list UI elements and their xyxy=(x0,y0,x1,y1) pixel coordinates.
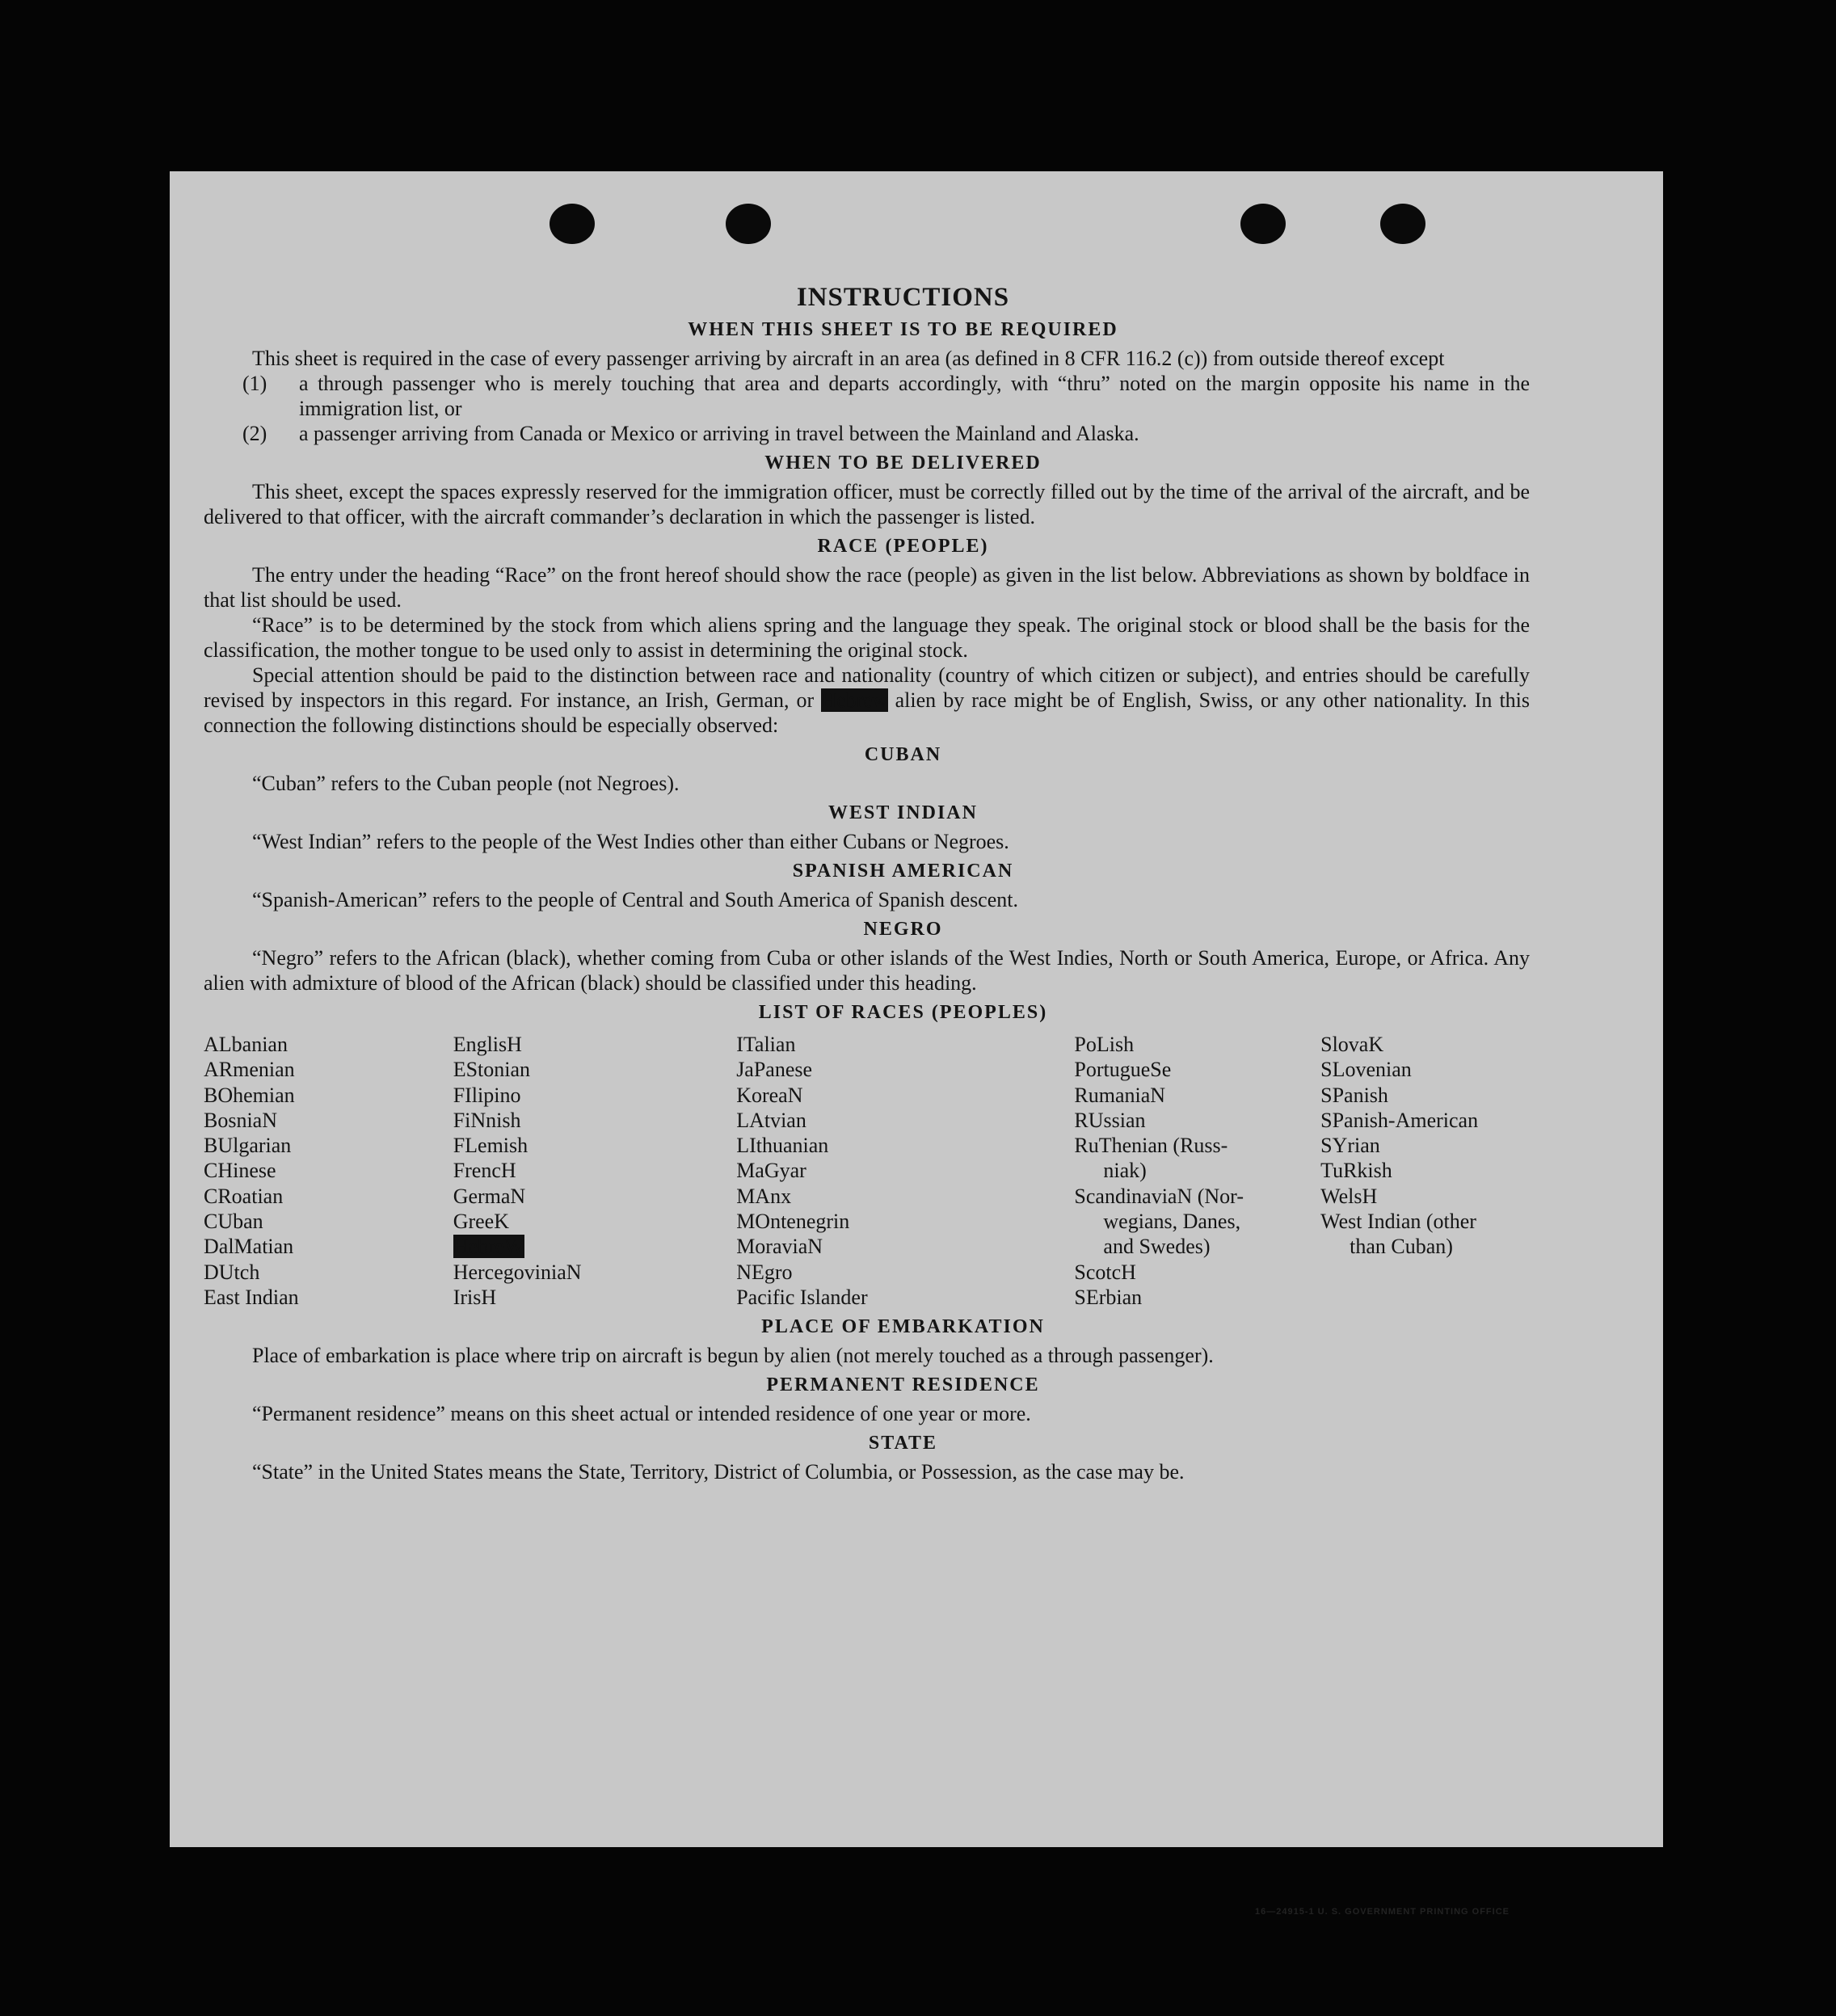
list-item: ALbanian xyxy=(204,1033,288,1056)
race-column xyxy=(736,1032,1074,1310)
cuban-text: “Cuban” refers to the Cuban people (not Negroes). xyxy=(252,772,680,795)
list-item: (1) a through passenger who is merely touching that area and departs accordingly, with “thru” noted on the margin opposite his name in the immigration list, or xyxy=(242,372,1530,420)
list-item: EnglisH xyxy=(453,1033,522,1056)
section-heading-state: STATE xyxy=(868,1433,938,1454)
list-item: ARmenian xyxy=(204,1058,295,1082)
race-column xyxy=(1320,1032,1530,1310)
instruction-sheet xyxy=(170,171,1663,1917)
punch-hole xyxy=(1380,204,1425,244)
list-item: LAtvian xyxy=(736,1108,806,1132)
redacted-word: HebreW xyxy=(453,1235,524,1259)
punch-hole xyxy=(550,204,595,244)
list-item: RUssian xyxy=(1074,1108,1146,1132)
list-item: ITalian xyxy=(736,1033,796,1056)
list-item: ScotcH xyxy=(1074,1260,1136,1284)
redacted-word: Hebrew xyxy=(821,688,888,712)
list-item: SYrian xyxy=(1320,1134,1380,1158)
list-item: ScandinaviaN (Nor- xyxy=(1074,1184,1244,1208)
race-paragraph: Special attention should be paid to the distinction between race and nationality (country of which citizen or subject), and entries should be carefully revised by inspectors in this regard. For instance, an Irish, German, or Hebrew alien by race might be of English, Swiss, or any other nationality. In this connection the following distinctions should be especially observed: xyxy=(204,663,1531,737)
race-column xyxy=(1074,1032,1320,1310)
section-heading-negro: NEGRO xyxy=(863,919,943,940)
race-list xyxy=(204,1032,1530,1310)
section-heading-spanish-american: SPANISH AMERICAN xyxy=(792,861,1014,882)
list-item: and Swedes) xyxy=(1103,1235,1211,1259)
list-item: SErbian xyxy=(1074,1285,1143,1309)
spanish-american-text: “Spanish-American” refers to the people of Central and South America of Spanish descent. xyxy=(252,888,1018,911)
list-item: HercegoviniaN xyxy=(453,1260,582,1284)
list-item: CRoatian xyxy=(204,1184,284,1208)
list-item: FLemish xyxy=(453,1134,528,1158)
list-item: BOhemian xyxy=(204,1083,295,1107)
list-item: MoraviaN xyxy=(736,1235,823,1259)
section-heading-delivered: WHEN TO BE DELIVERED xyxy=(764,452,1042,473)
list-item: SPanish-American xyxy=(1320,1108,1479,1132)
list-item: CHinese xyxy=(204,1159,276,1183)
list-item: IrisH xyxy=(453,1285,497,1309)
list-item: BUlgarian xyxy=(204,1134,292,1158)
section-heading-cuban: CUBAN xyxy=(864,744,942,765)
list-item: FiNnish xyxy=(453,1108,521,1132)
negro-text: “Negro” refers to the African (black), whether coming from Cuba or other islands of the West Indies, North or South America, Europe, or Africa. Any alien with admixture of blood of the African (black) should be classified under this heading. xyxy=(204,946,1530,995)
list-item: PoLish xyxy=(1074,1033,1135,1056)
list-item: DalMatian xyxy=(204,1235,294,1259)
list-item: Pacific Islander xyxy=(736,1285,868,1309)
west-indian-text: “West Indian” refers to the people of the West Indies other than either Cubans or Negroes. xyxy=(252,830,1009,853)
list-item: West Indian (other xyxy=(1320,1210,1476,1234)
list-item: than Cuban) xyxy=(1350,1235,1453,1259)
race-paragraph: The entry under the heading “Race” on the front hereof should show the race (people) as given in the list below. Abbreviations as shown by boldface in that list should be used. xyxy=(204,563,1530,612)
list-item: RuThenian (Russ- xyxy=(1074,1134,1228,1158)
list-item: NEgro xyxy=(736,1260,793,1284)
list-item: wegians, Danes, xyxy=(1103,1210,1241,1234)
section-heading-list: LIST OF RACES (PEOPLES) xyxy=(758,1002,1048,1023)
list-item: GermaN xyxy=(453,1184,526,1208)
state-text: “State” in the United States means the State, Territory, District of Columbia, or Possession, as the case may be. xyxy=(252,1460,1185,1484)
list-item: BosniaN xyxy=(204,1108,277,1132)
list-item: (2) a passenger arriving from Canada or Mexico or arriving in travel between the Mainland and Alaska. xyxy=(242,422,1139,445)
page-title: INSTRUCTIONS xyxy=(796,283,1010,312)
required-text: This sheet is required in the case of every passenger arriving by aircraft in an area (as defined in 8 CFR 116.2 (c)) from outside thereof except xyxy=(252,347,1445,370)
list-item: SLovenian xyxy=(1320,1058,1412,1082)
section-heading-embarkation: PLACE OF EMBARKATION xyxy=(761,1316,1045,1338)
section-heading-residence: PERMANENT RESIDENCE xyxy=(766,1374,1040,1396)
list-item: EStonian xyxy=(453,1058,531,1082)
list-item: East Indian xyxy=(204,1285,299,1309)
list-item: FrencH xyxy=(453,1159,516,1183)
section-heading-required: WHEN THIS SHEET IS TO BE REQUIRED xyxy=(688,319,1118,340)
exception-list xyxy=(242,371,1530,446)
list-item: FIlipino xyxy=(453,1083,521,1107)
list-item: JaPanese xyxy=(736,1058,813,1082)
list-item: CUban xyxy=(204,1210,263,1234)
list-item: RumaniaN xyxy=(1074,1083,1166,1107)
list-item: WelsH xyxy=(1320,1184,1378,1208)
list-item: SlovaK xyxy=(1320,1033,1384,1056)
section-heading-west-indian: WEST INDIAN xyxy=(828,802,978,823)
list-item: MaGyar xyxy=(736,1159,806,1183)
section-heading-race: RACE (PEOPLE) xyxy=(817,536,989,557)
punch-hole xyxy=(726,204,771,244)
list-item: TuRkish xyxy=(1320,1159,1392,1183)
embarkation-text: Place of embarkation is place where trip on aircraft is begun by alien (not merely touched as a through passenger). xyxy=(252,1344,1214,1368)
punch-hole xyxy=(1240,204,1286,244)
list-item: MAnx xyxy=(736,1184,792,1208)
printer-imprint: 16—24915-1 U. S. GOVERNMENT PRINTING OFFICE xyxy=(1254,1907,1510,1917)
race-column xyxy=(453,1032,737,1310)
list-item: DUtch xyxy=(204,1260,260,1284)
list-item: PortugueSe xyxy=(1074,1058,1172,1082)
residence-text: “Permanent residence” means on this sheet actual or intended residence of one year or more. xyxy=(252,1402,1031,1426)
list-item: niak) xyxy=(1103,1159,1147,1183)
list-item: GreeK xyxy=(453,1210,509,1234)
list-item: MOntenegrin xyxy=(736,1210,850,1234)
delivered-text: This sheet, except the spaces expressly reserved for the immigration officer, must be correctly filled out by the time of the arrival of the aircraft, and be delivered to that officer, with the aircraft commander’s declaration in which the passenger is listed. xyxy=(204,480,1530,528)
list-item: KoreaN xyxy=(736,1083,803,1107)
race-paragraph: “Race” is to be determined by the stock from which aliens spring and the language they speak. The original stock or blood shall be the basis for the classification, the mother tongue to be used only to assist in determining the original stock. xyxy=(204,613,1530,662)
list-item xyxy=(453,1234,737,1259)
race-column xyxy=(204,1032,453,1310)
list-item: LIthuanian xyxy=(736,1134,829,1158)
list-item: SPanish xyxy=(1320,1083,1388,1107)
